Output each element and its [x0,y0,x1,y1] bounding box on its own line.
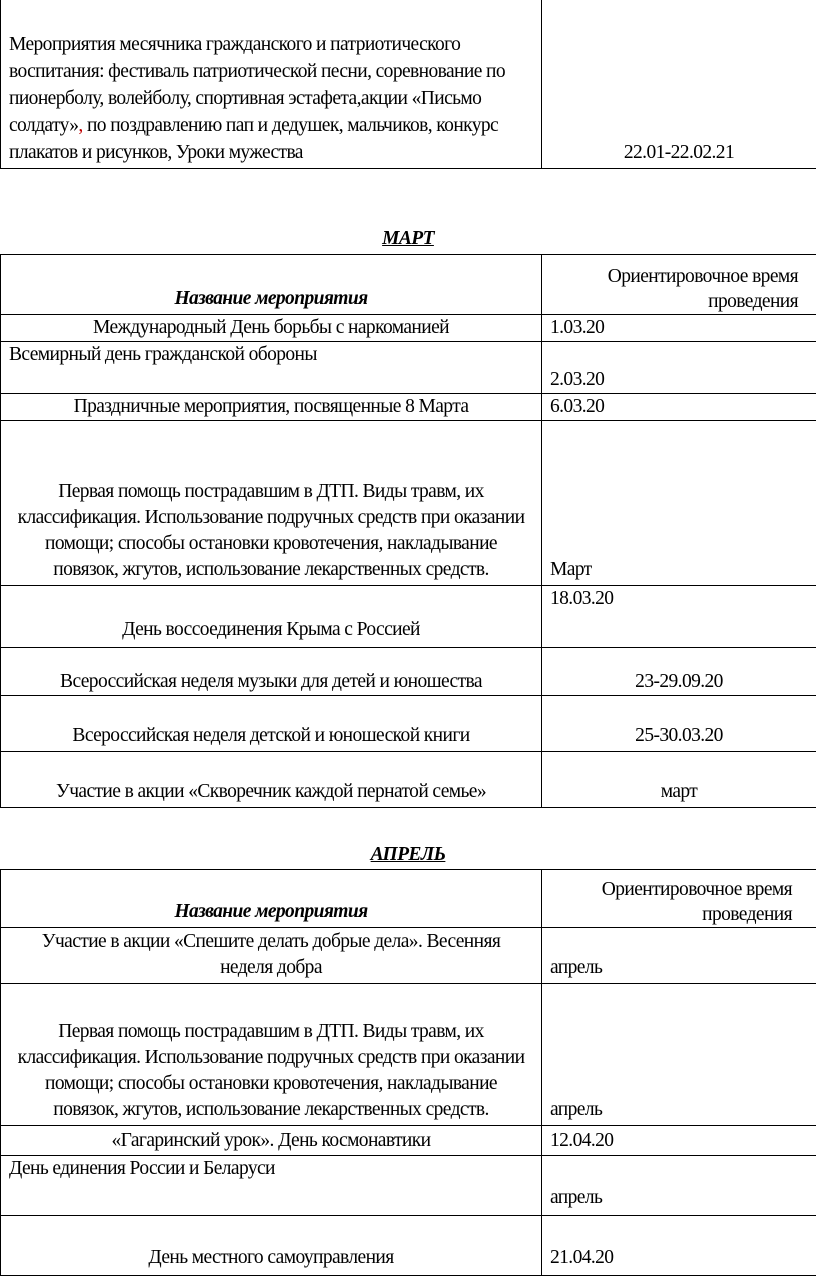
month-title-april: АПРЕЛЬ [0,844,816,866]
table-row [1,752,816,808]
event-date-cell [542,0,816,168]
march-events-table [0,254,816,808]
event-name-comma: , [78,115,82,136]
april-events-table [0,869,816,1276]
top-events-table [0,0,816,169]
event-date: 6.03.20 [542,394,816,421]
event-name: День единения России и Беларуси [1,1156,542,1216]
event-name: Всемирный день гражданской обороны [1,342,542,394]
header-event-name: Название мероприятия [1,870,542,928]
event-name: Международный День борьбы с наркоманией [1,315,542,342]
event-name: Праздничные мероприятия, посвященные 8 Марта [1,394,542,421]
event-date: 2.03.20 [542,342,816,394]
month-title-march: МАРТ [0,228,816,250]
header-event-time: Ориентировочное время проведения [542,870,816,928]
table-row [1,342,816,394]
event-date: апрель [542,984,816,1126]
event-date: 22.01-22.02.21 [624,142,734,163]
table-row [1,928,816,984]
table-row [1,0,816,168]
event-date: Март [542,421,816,586]
table-row [1,696,816,752]
event-date: 25-30.03.20 [542,696,816,752]
event-name: Участие в акции «Спешите делать добрые дела». Весенняя неделя добра [1,928,542,984]
table-row [1,394,816,421]
event-name: День воссоединения Крыма с Россией [1,586,542,648]
table-row [1,984,816,1126]
event-name: Мероприятия месячника гражданского и патриотического воспитания: фестиваль патриотической песни, соревнование по пионерболу, волейболу, спортивная эстафета,акции «Письмо солдату» [9,34,505,136]
event-name: Всероссийская неделя детской и юношеской книги [1,696,542,752]
event-name: «Гагаринский урок». День космонавтики [1,1126,542,1156]
event-date: 1.03.20 [542,315,816,342]
table-row [1,1216,816,1276]
event-name-cell [1,0,542,168]
header-event-time: Ориентировочное время проведения [542,255,816,315]
event-name: Первая помощь пострадавшим в ДТП. Виды травм, их классификация. Использование подручных средств при оказании помощи; способы остановки кровотечения, накладывание повязок, жгутов, использование лекарственных средств. [1,421,542,586]
table-row [1,1126,816,1156]
event-name-cont: по поздравлению пап и дедушек, мальчиков, конкурс плакатов и рисунков, Уроки мужества [9,115,498,163]
event-date: 18.03.20 [542,586,816,648]
table-row [1,421,816,586]
event-name: День местного самоуправления [1,1216,542,1276]
event-date: апрель [542,928,816,984]
event-date: март [542,752,816,808]
table-row [1,586,816,648]
table-header-row [1,255,816,315]
event-date: 23-29.09.20 [542,648,816,696]
event-date: апрель [542,1156,816,1216]
event-name: Участие в акции «Скворечник каждой пернатой семье» [1,752,542,808]
header-event-name: Название мероприятия [1,255,542,315]
table-row [1,648,816,696]
table-header-row [1,870,816,928]
event-name: Всероссийская неделя музыки для детей и юношества [1,648,542,696]
table-row [1,1156,816,1216]
event-date: 12.04.20 [542,1126,816,1156]
event-date: 21.04.20 [542,1216,816,1276]
event-name: Первая помощь пострадавшим в ДТП. Виды травм, их классификация. Использование подручных средств при оказании помощи; способы остановки кровотечения, накладывание повязок, жгутов, использование лекарственных средств. [1,984,542,1126]
table-row [1,315,816,342]
